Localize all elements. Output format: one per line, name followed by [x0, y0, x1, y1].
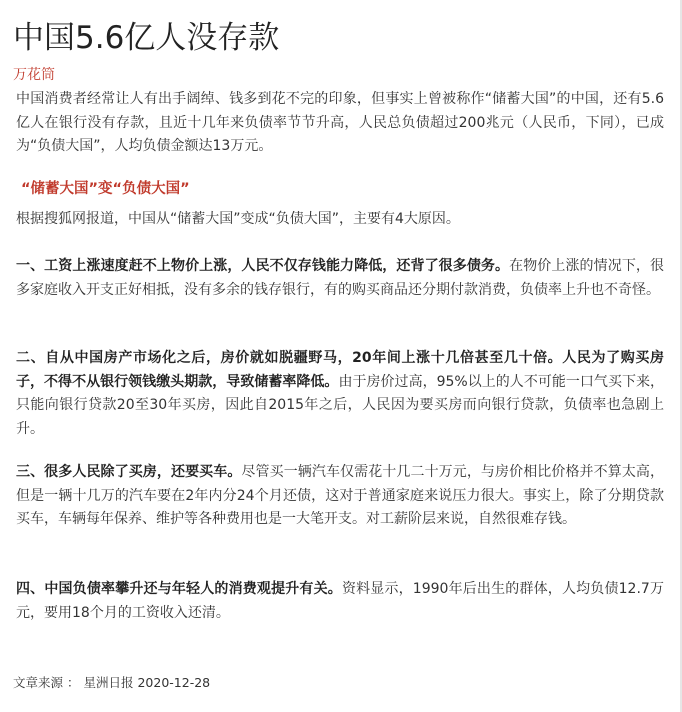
reason-paragraph-4	[16, 578, 664, 625]
lead-paragraph: 根据搜狐网报道，中国从“储蓄大国”变成“负债大国”，主要有4大原因。	[16, 211, 460, 227]
article-author: 万花筒	[13, 67, 55, 83]
source-date: 2020-12-28	[137, 675, 211, 690]
section-subheading: “储蓄大国”变“负债大国”	[21, 181, 190, 197]
reason-4-text: 资料显示，1990年后出生的群体，人均负债12.7万元，要用18个月的工资收入还清。	[16, 581, 664, 621]
reason-3-text: 尽管买一辆汽车仅需花十几二十万元，与房价相比价格并不算太高，但是一辆十几万的汽车要在2年内分24个月还债，这对于普通家庭来说压力很大。事实上，除了分期贷款买车，车辆每年保养、维护等各种费用也是一大笔开支。对工薪阶层来说，自然很难存钱。	[16, 464, 664, 527]
reason-1-heading: 一、工资上涨速度赶不上物价上涨，人民不仅存钱能力降低，还背了很多债务。	[16, 258, 510, 274]
reason-paragraph-2	[16, 347, 664, 441]
intro-paragraph: 中国消费者经常让人有出手阔绰、钱多到花不完的印象，但事实上曾被称作“储蓄大国”的中国，还有5.6亿人在银行没有存款，且近十几年来负债率节节升高，人民总负债超过200兆元（人民币，下同），已成为“负债大国”，人均负债金额达13万元。	[16, 91, 664, 154]
reason-4-heading: 四、中国负债率攀升还与年轻人的消费观提升有关。	[16, 581, 342, 597]
source-label: 文章来源 ：	[13, 675, 80, 690]
reason-2-text: 由于房价过高，95%以上的人不可能一口气买下来，只能向银行贷款20至30年买房，因此自2015年之后，人民因为要买房而向银行贷款，负债率也急剧上升。	[16, 373, 665, 437]
reason-3-heading: 三、很多人民除了买房，还要买车。	[16, 464, 242, 480]
reason-paragraph-1	[16, 255, 664, 302]
reason-2-heading: 二、自从中国房产市场化之后，房价就如脱疆野马，20年间上涨十几倍甚至几十倍。人民为了购买房子，不得不从银行领钱缴头期款，导致储蓄率降低。	[16, 350, 664, 390]
reason-1-text: 在物价上涨的情况下，很多家庭收入开支正好相抵，没有多余的钱存银行，有的购买商品还分期付款消费，负债率上升也不奇怪。	[16, 258, 664, 298]
reason-paragraph-3	[16, 461, 664, 532]
source-name: 星洲日报	[83, 675, 134, 690]
article-source	[13, 674, 210, 692]
article-title: 中国5.6亿人没存款	[13, 20, 280, 56]
